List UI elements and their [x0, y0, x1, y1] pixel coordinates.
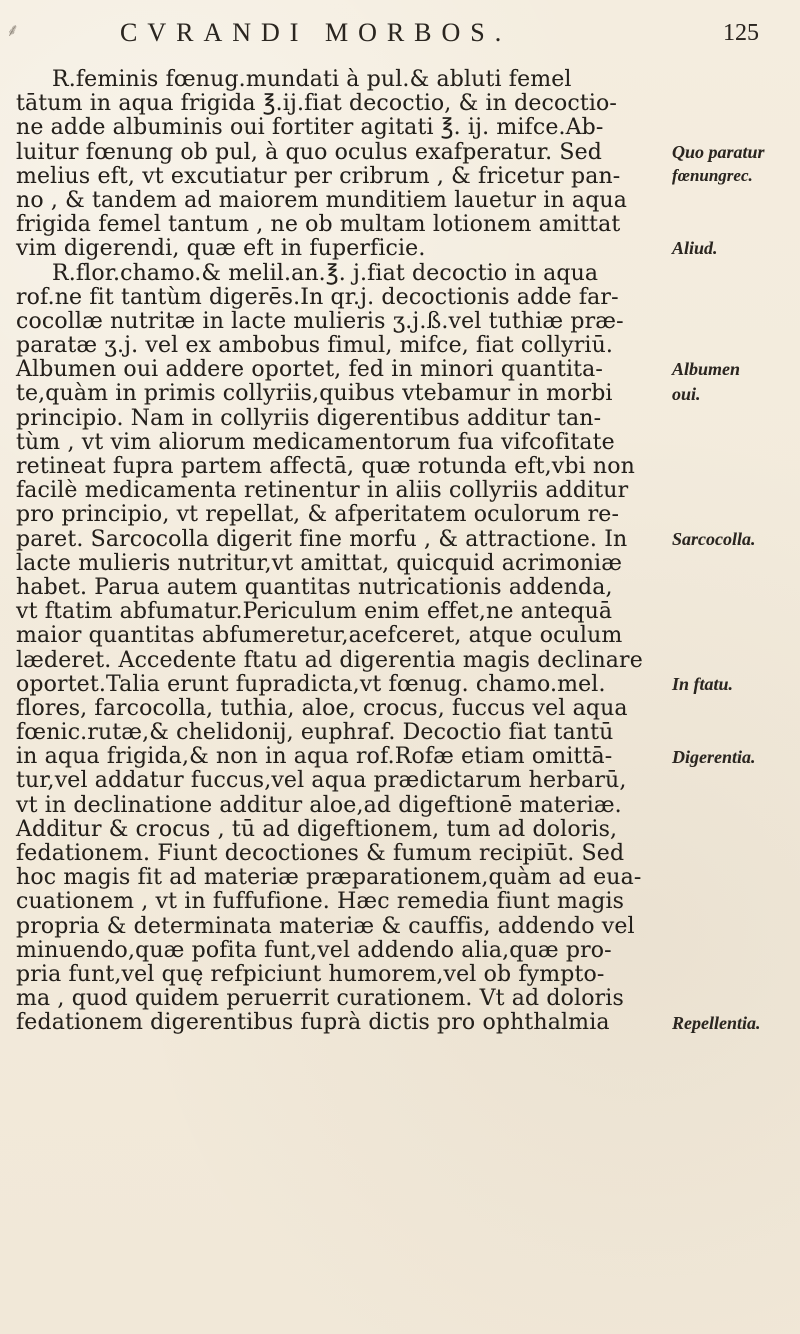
text-line: oportet.Talia erunt fupradicta,vt fœnug. chamo.mel. [16, 671, 606, 697]
margin-note: In ftatu. [672, 674, 734, 694]
text-line: tùm , vt vim aliorum medicamentorum fua vifcofitate [16, 429, 615, 455]
text-line: luitur fœnung ob pul, à quo oculus exafperatur. Sed [16, 139, 602, 165]
text-line: facilè medicamenta retinentur in aliis collyriis additur [16, 478, 629, 504]
text-line: ma , quod quidem peruerrit curationem. Vt ad doloris [16, 986, 624, 1012]
text-line: fœnic.rutæ,& chelidonij, euphraf. Decoctio fiat tantū [16, 720, 614, 746]
margin-note: Albumen [672, 359, 741, 380]
text-line: rof.ne fit tantùm digerēs.In qr.j. decoctionis adde far- [16, 284, 619, 310]
text-line: propria & determinata materiæ & cauffis, addendo vel [16, 913, 635, 939]
text-line: maior quantitas abfumeretur,acefceret, atque oculum [16, 623, 623, 649]
text-line: pro principio, vt repellat, & afperitatem oculorum re- [16, 502, 620, 528]
text-line: frigida femel tantum , ne ob multam lotionem amittat [16, 212, 621, 238]
margin-note: Sarcocolla. [672, 528, 756, 549]
text-line: in aqua frigida,& non in aqua rof.Rofæ etiam omittā- [16, 744, 613, 770]
text-line: vt in declinatione additur aloe,ad digeftionē materiæ. [16, 792, 622, 818]
text-line: lacte mulieris nutritur,vt amittat, quicquid acrimoniæ [16, 550, 623, 576]
text-line: flores, farcocolla, tuthia, aloe, crocus, fuccus vel aqua [16, 695, 628, 721]
text-line: hoc magis fit ad materiæ præparationem,quàm ad eua- [16, 865, 642, 891]
text-line: retineat fupra partem affectā, quæ rotunda eft,vbi non [16, 454, 635, 479]
text-line: R.feminis fœnug.mundati à pul.& abluti femel [52, 67, 572, 92]
text-line: no , & tandem ad maiorem munditiem lauetur in aqua [16, 187, 628, 213]
text-line: vim digerendi, quæ eft in fuperficie. [16, 236, 426, 262]
running-head: CVRANDI MORBOS. [120, 18, 512, 47]
text-line: cocollæ nutritæ in lacte mulieris ʒ.j.ß.vel tuthiæ præ- [16, 308, 624, 334]
text-line: minuendo,quæ pofita funt,vel addendo alia,quæ pro- [16, 937, 612, 963]
text-line: Additur & crocus , tū ad digeftionem, tum ad doloris, [16, 816, 618, 842]
text-line: habet. Parua autem quantitas nutricationis addenda, [16, 574, 613, 600]
margin-note: Quo paratur [672, 141, 765, 162]
text-line: paret. Sarcocolla digerit fine morfu , & attractione. In [16, 526, 628, 552]
text-line: fedationem digerentibus fuprà dictis pro ophthalmia [16, 1010, 610, 1036]
text-line: tur,vel addatur fuccus,vel aqua prædictarum herbarū, [16, 768, 627, 794]
text-line: paratæ ʒ.j. vel ex ambobus fimul, mifce, fiat collyriū. [16, 333, 614, 359]
text-line: vt ftatim abfumatur.Periculum enim effet,ne antequā [16, 599, 613, 625]
text-line: læderet. Accedente ftatu ad digerentia magis declinare [16, 647, 643, 673]
text-line: cuationem , vt in fuffufione. Hæc remedia fiunt magis [16, 889, 625, 915]
text-line: fedationem. Fiunt decoctiones & fumum recipiūt. Sed [16, 841, 625, 866]
text-line: principio. Nam in collyriis digerentibus additur tan- [16, 405, 602, 431]
margin-note: Aliud. [672, 238, 718, 259]
margin-note: fœnungrec. [672, 165, 753, 185]
text-line: melius eft, vt excutiatur per cribrum , & fricetur pan- [16, 163, 621, 189]
page-number: 125 [723, 20, 759, 46]
text-line: te,quàm in primis collyriis,quibus vtebamur in morbi [16, 381, 613, 407]
margin-note: Repellentia. [672, 1012, 761, 1033]
text-line: pria funt,vel quę refpiciunt humorem,vel ob fympto- [16, 961, 605, 987]
text-line: Albumen oui addere oportet, fed in minori quantita- [16, 357, 604, 383]
text-line: R.flor.chamo.& melil.an.℥. j.fiat decoctio in aqua [52, 260, 599, 286]
text-line: ne adde albuminis oui fortiter agitati ℥. ij. mifce.Ab- [16, 115, 604, 141]
text-line: tātum in aqua frigida ℥.ij.fiat decoctio, & in decoctio- [16, 91, 618, 117]
margin-note: oui. [672, 383, 701, 404]
main-text-block [16, 68, 664, 1036]
page-corner-mark: ⸙ [6, 20, 20, 41]
margin-note: Digerentia. [672, 746, 756, 767]
